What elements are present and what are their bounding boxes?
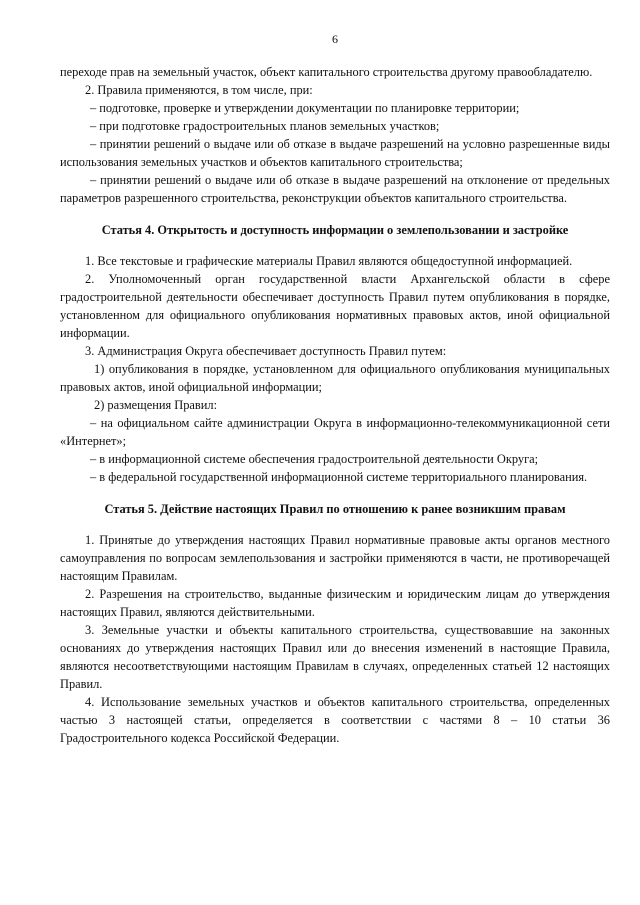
list-item: – подготовке, проверке и утверждении документации по планировке территории; [90,101,520,115]
sub-item: 2) размещения Правил: [94,398,218,412]
article-4 [60,221,610,486]
paragraph: 1. Все текстовые и графические материалы Правил являются общедоступной информацией. [85,254,573,268]
list-item: – принятии решений о выдаче или об отказе в выдаче разрешений на отклонение от предельных параметров разрешенного строительства, реконструкции объектов капитального строительства. [60,173,610,205]
sub-item: 1) опубликования в порядке, установленном для официального опубликования муниципальных правовых актов, иной официальной информации; [60,362,610,394]
page-number: 6 [332,32,338,46]
intro-section [60,63,610,207]
paragraph: 4. Использование земельных участков и объектов капитального строительства, определенных частью 3 настоящей статьи, определяется в соответствии с частями 8 – 10 статьи 36 Градостроительного кодекса Российской Федерации. [60,695,610,745]
list-item: – в информационной системе обеспечения градостроительной деятельности Округа; [90,452,539,466]
list-item: – на официальном сайте администрации Округа в информационно-телекоммуникационной сети «Интернет»; [60,416,610,448]
article-title: Статья 5. Действие настоящих Правил по отношению к ранее возникшим правам [104,502,566,516]
list-item: – в федеральной государственной информационной системе территориального планирования. [90,470,588,484]
paragraph: переходе прав на земельный участок, объект капитального строительства другому правообладателю. [60,65,593,79]
paragraph: 1. Принятые до утверждения настоящих Правил нормативные правовые акты органов местного самоуправления по вопросам землепользования и застройки применяются в части, не противоречащей настоящим Правилам. [60,533,610,583]
article-title: Статья 4. Открытость и доступность информации о землепользовании и застройке [101,223,569,237]
list-item: – при подготовке градостроительных планов земельных участков; [90,119,440,133]
paragraph: 3. Земельные участки и объекты капитального строительства, существовавшие на законных основаниях до утверждения настоящих Правил или до внесения изменений в настоящие Правила, являются несоответствующими настоящим Правилам в случаях, определенных статьей 12 настоящих Правил. [60,623,610,691]
article-5 [60,500,610,747]
paragraph: 2. Разрешения на строительство, выданные физическим и юридическим лицам до утверждения настоящих Правил, являются действительными. [60,587,610,619]
list-item: – принятии решений о выдаче или об отказе в выдаче разрешений на условно разрешенные виды использования земельных участков и объектов капитального строительства; [60,137,610,169]
paragraph: 3. Администрация Округа обеспечивает доступность Правил путем: [85,344,447,358]
paragraph: 2. Уполномоченный орган государственной власти Архангельской области в сфере градостроительной деятельности обеспечивает доступность Правил путем опубликования в порядке, установленном для официального опубликования нормативных правовых актов, иной официальной информации. [60,272,610,340]
paragraph: 2. Правила применяются, в том числе, при: [85,83,313,97]
